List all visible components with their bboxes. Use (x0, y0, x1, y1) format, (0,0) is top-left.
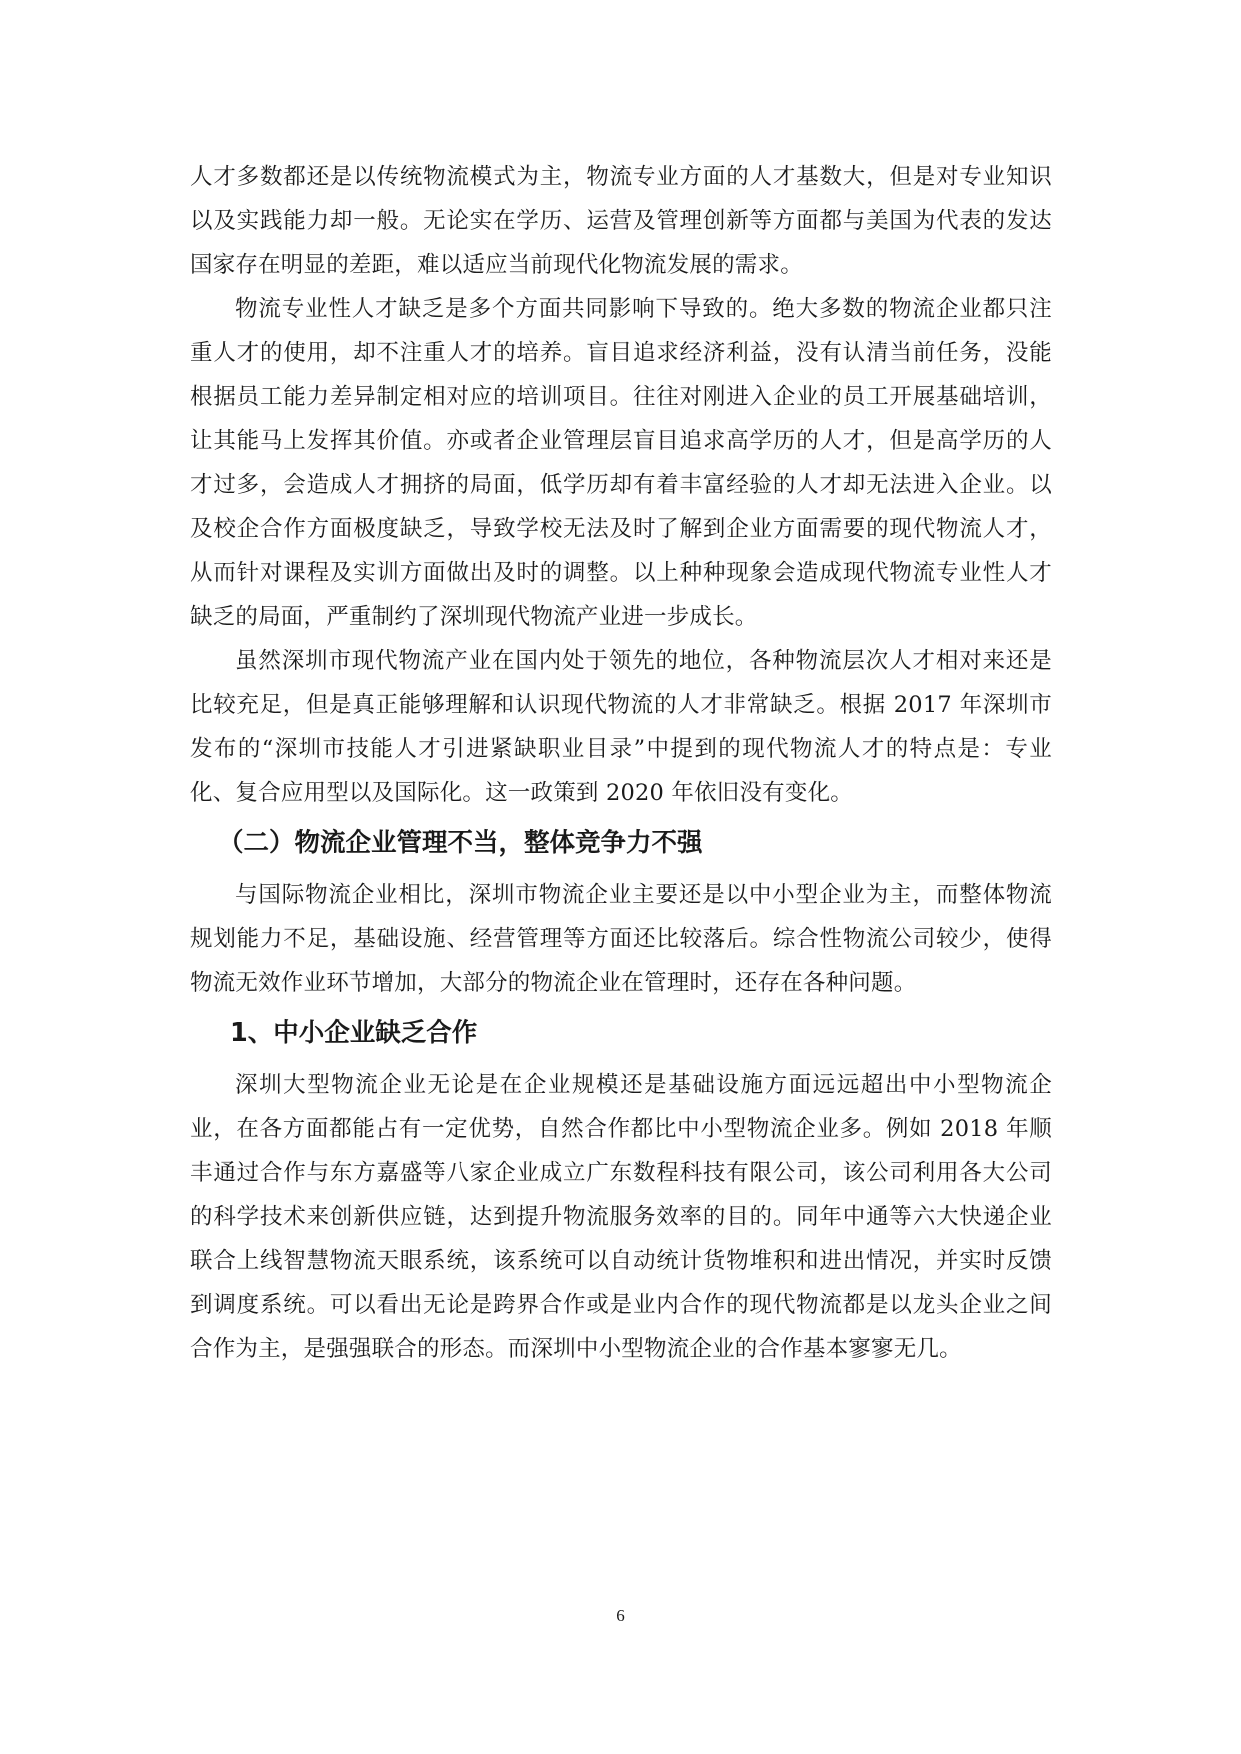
paragraph-2: 物流专业性人才缺乏是多个方面共同影响下导致的。绝大多数的物流企业都只注重人才的使用，却不注重人才的培养。盲目追求经济利益，没有认清当前任务，没能根据员工能力差异制定相对应的培训项目。往往对刚进入企业的员工开展基础培训，让其能马上发挥其价值。亦或者企业管理层盲目追求高学历的人才，但是高学历的人才过多，会造成人才拥挤的局面，低学历却有着丰富经验的人才却无法进入企业。以及校企合作方面极度缺乏，导致学校无法及时了解到企业方面需要的现代物流人才，从而针对课程及实训方面做出及时的调整。以上种种现象会造成现代物流专业性人才缺乏的局面，严重制约了深圳现代物流产业进一步成长。 (190, 296, 1052, 630)
section-paragraph: 与国际物流企业相比，深圳市物流企业主要还是以中小型企业为主，而整体物流规划能力不足，基础设施、经营管理等方面还比较落后。综合性物流公司较少，使得物流无效作业环节增加，大部分的物流企业在管理时，还存在各种问题。 (190, 882, 1052, 996)
paragraph-1: 人才多数都还是以传统物流模式为主，物流专业方面的人才基数大，但是对专业知识以及实践能力却一般。无论实在学历、运营及管理创新等方面都与美国为代表的发达国家存在明显的差距，难以适应当前现代化物流发展的需求。 (190, 164, 1052, 278)
section-heading: （二）物流企业管理不当，整体竞争力不强 (218, 828, 703, 858)
page-number: 6 (616, 1606, 625, 1625)
page-content (190, 155, 1052, 1371)
subsection-heading: 1、中小企业缺乏合作 (230, 1018, 478, 1048)
paragraph-3: 虽然深圳市现代物流产业在国内处于领先的地位，各种物流层次人才相对来还是比较充足，但是真正能够理解和认识现代物流的人才非常缺乏。根据 2017 年深圳市发布的“深圳市技能人才引进紧缺职业目录”中提到的现代物流人才的特点是：专业化、复合应用型以及国际化。这一政策到 2020 年依旧没有变化。 (190, 648, 1052, 806)
subsection-paragraph: 深圳大型物流企业无论是在企业规模还是基础设施方面远远超出中小型物流企业，在各方面都能占有一定优势，自然合作都比中小型物流企业多。例如 2018 年顺丰通过合作与东方嘉盛等八家企业成立广东数程科技有限公司，该公司利用各大公司的科学技术来创新供应链，达到提升物流服务效率的目的。同年中通等六大快递企业联合上线智慧物流天眼系统，该系统可以自动统计货物堆积和进出情况，并实时反馈到调度系统。可以看出无论是跨界合作或是业内合作的现代物流都是以龙头企业之间合作为主，是强强联合的形态。而深圳中小型物流企业的合作基本寥寥无几。 (190, 1072, 1052, 1362)
